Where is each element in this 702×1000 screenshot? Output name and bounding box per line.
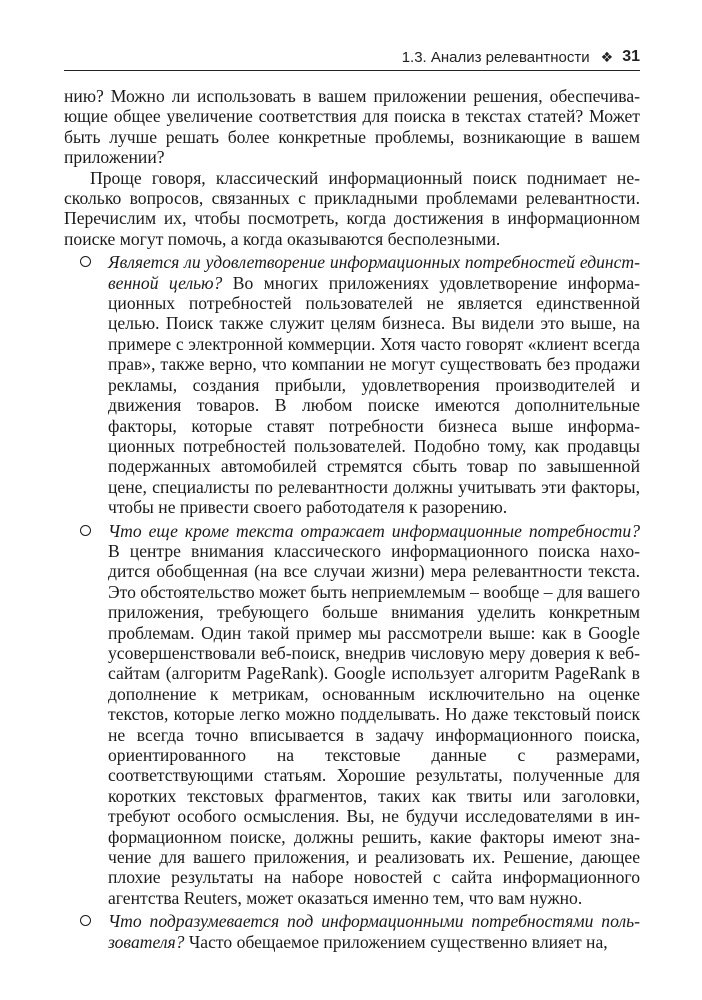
running-header — [64, 44, 640, 71]
item-question: Что еще кроме текста отражает информационные потребности? — [108, 520, 640, 541]
circle-bullet-icon — [80, 256, 91, 267]
ornament-icon: ❖ — [600, 48, 614, 65]
paragraph-continuation: нию? Можно ли использовать в вашем приложении решения, обеспечивающие общее увеличение соответствия для поиска в текстах статей? Может быть лучше решать более конкретные проблемы, возникающие в вашем приложении? — [64, 86, 640, 168]
list-item — [64, 252, 640, 517]
list-item — [64, 521, 640, 909]
page-body — [64, 86, 640, 952]
page-number: 31 — [622, 48, 640, 65]
circle-bullet-icon — [80, 915, 91, 926]
circle-bullet-icon — [80, 525, 91, 536]
item-question: Является ли удовлетворение информационных потребностей единственной целью? — [108, 252, 640, 293]
item-text: В центре внимания классического информационного поиска находится обобщенная (на все случаи жизни) мера релевантности текста. Это обстоятельство может быть неприемлемым – вообще – для вашего приложения, требующего больше внимания уделить конкретным проблемам. Один такой пример мы рассмотрели выше: как в Google усовершенствовали веб-поиск, внедрив числовую меру доверия к веб-сайтам (алгоритм PageRank). Google использует алгоритм PageRank в дополнение к метрикам, основанным исключительно на оценке текстов, которые легко можно подделывать. Но даже текстовый поиск не всегда точно вписывается в задачу информационного поиска, ориентированного на текстовые данные с размерами, соответствующими статьям. Хорошие результаты, полученные для коротких текстовых фрагментов, таких как твиты или заголовки, требуют особого осмысления. Вы, не будучи исследователями в информационном поиске, должны решить, какие факторы имеют значение для вашего приложения, и реализовать их. Решение, дающее плохие результаты на наборе новостей с сайта информационного агентства Reuters, может оказаться именно тем, что вам нужно. — [108, 540, 640, 908]
item-text: Во многих приложениях удовлетворение информационных потребностей пользователей не является единственной целью. Поиск также служит целям бизнеса. Вы видели это выше, на примере с электронной коммерции. Хотя часто говорят «клиент всегда прав», также верно, что компании не могут существовать без продажи рекламы, создания прибыли, удовлетворения производителей и движения товаров. В любом поиске имеются дополнительные факторы, которые ставят потребности бизнеса выше информационных потребностей пользователей. Подобно тому, как продавцы подержанных автомобилей стремятся сбыть товар по завышенной цене, специалисты по релевантности должны учитывать эти факторы, чтобы не привести своего работодателя к разорению. — [108, 272, 640, 518]
list-item — [64, 911, 640, 952]
section-title: 1.3. Анализ релевантности — [401, 48, 590, 66]
item-question: Что подразумевается под информационными потребностями пользователя? — [108, 911, 640, 952]
paragraph-intro: Проще говоря, классический информационный поиск поднимает несколько вопросов, связанных с прикладными проблемами релевантности. Перечислим их, чтобы посмотреть, когда достижения в информационном поиске могут помочь, а когда оказываются бесполезными. — [64, 167, 640, 249]
item-text: Часто обещаемое приложением существенно влияет на, — [184, 931, 608, 952]
